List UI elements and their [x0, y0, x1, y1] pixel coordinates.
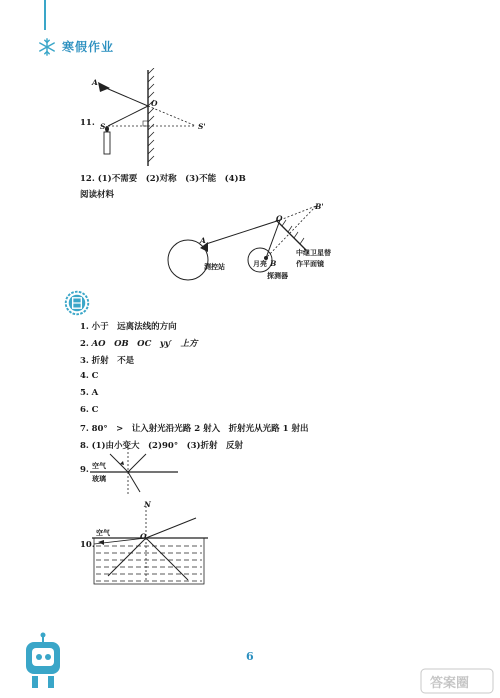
answer-4: 4. C — [80, 371, 99, 381]
section-badge-icon — [64, 290, 90, 316]
header-accent-bar — [44, 0, 46, 30]
label-relay: 中继卫星替 — [296, 249, 331, 257]
label-B-probe: B — [270, 259, 277, 268]
label-O: O — [151, 99, 158, 108]
answer-1: 1. 小于 远离法线的方向 — [80, 322, 177, 332]
answer-2: 2. AO OB OC yy′ 上方 — [80, 339, 198, 349]
label-station: 测控站 — [204, 263, 225, 271]
answer-3: 3. 折射 不是 — [80, 356, 135, 366]
reading-title: 阅读材料 — [80, 190, 115, 200]
answer-8: 8. (1)由小变大 (2)90° (3)折射 反射 — [80, 441, 244, 451]
label-A: A — [92, 78, 98, 87]
label-air-q9: 空气 — [92, 462, 106, 470]
label-A-station: A — [200, 236, 206, 245]
label-glass-q9: 玻璃 — [92, 475, 106, 483]
question-number-10: 10. — [80, 540, 95, 550]
diagram-relay-satellite — [160, 196, 360, 288]
label-probe: 探测器 — [267, 272, 288, 280]
answer-12: 12. (1)不需要 (2)对称 (3)不能 (4)B — [80, 174, 246, 184]
diagram-q11-plane-mirror — [88, 68, 218, 168]
question-number-9: 9. — [80, 465, 89, 475]
page-title: 寒假作业 — [62, 40, 115, 54]
watermark-text: 答案圈 — [430, 676, 470, 691]
label-O-relay: O — [276, 214, 283, 223]
answer-6: 6. C — [80, 405, 99, 415]
label-air-q10: 空气 — [96, 529, 110, 537]
page-number: 6 — [246, 650, 254, 663]
mascot-icon — [18, 632, 68, 692]
answer-5: 5. A — [80, 388, 99, 398]
snowflake-icon — [38, 38, 56, 56]
label-relay-2: 作平面镜 — [296, 260, 324, 268]
answer-7: 7. 80° > 让入射光沿光路 2 射入 折射光从光路 1 射出 — [80, 424, 309, 434]
label-O-q10: O — [140, 532, 147, 541]
diagram-q10-water-reflection — [92, 498, 210, 588]
label-N: N — [144, 500, 151, 509]
label-moon: 月亮 — [253, 260, 267, 268]
diagram-q9-refraction — [90, 448, 180, 494]
question-number-11: 11. — [80, 118, 95, 128]
label-B-prime: B' — [315, 202, 324, 211]
label-S-prime: S' — [198, 122, 206, 131]
label-S: S — [100, 122, 106, 131]
